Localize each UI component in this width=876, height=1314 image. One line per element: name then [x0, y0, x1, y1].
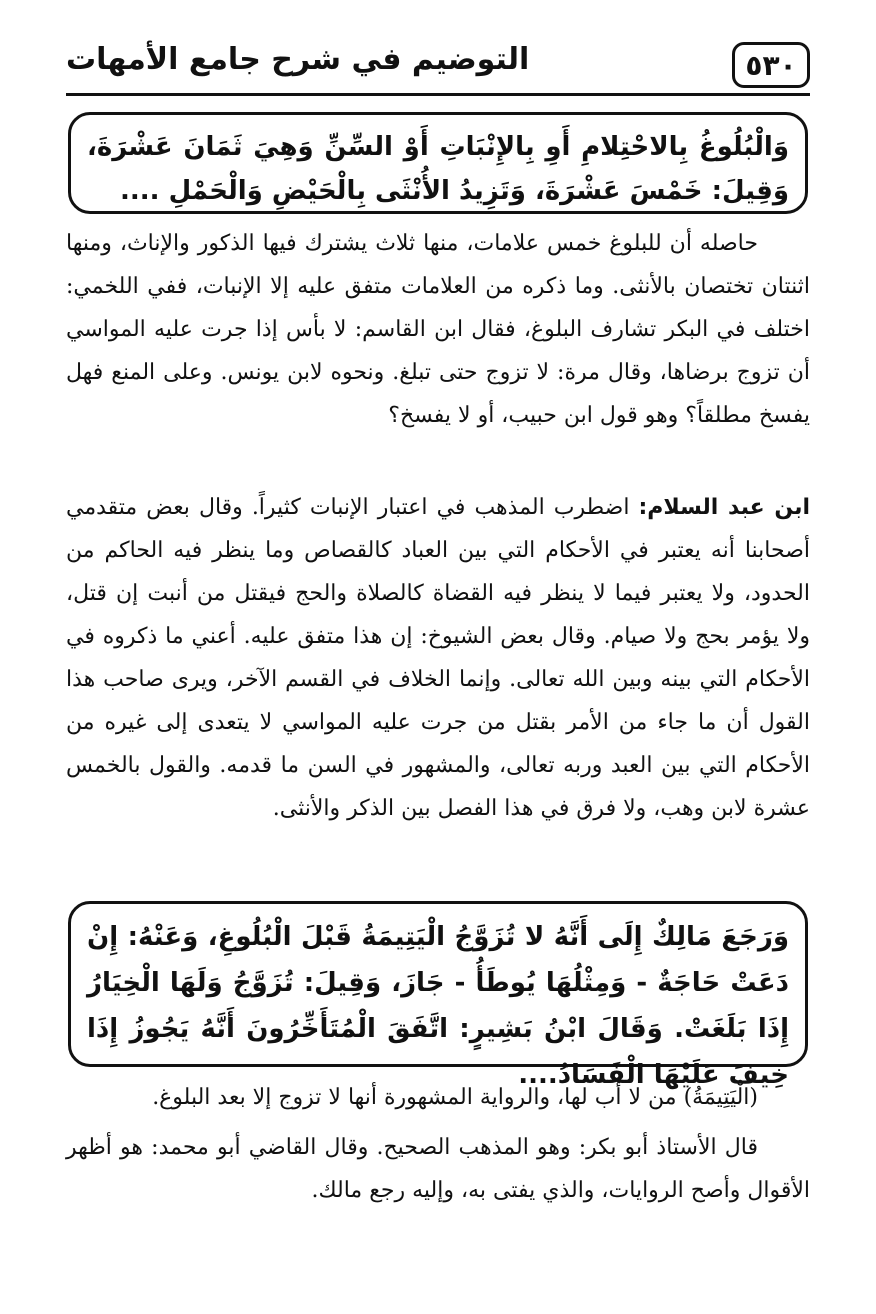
book-title: التوضيم في شرح جامع الأمهات [66, 42, 530, 77]
matn-text-1: وَالْبُلُوغُ بِالاحْتِلامِ أَوِ بِالإِنْبَاتِ أَوْ السِّنِّ وَهِيَ ثَمَانَ عَشْرَةَ، وَقِيلَ: خَمْسَ عَشْرَةَ، وَتَزِيدُ الأُنْثَى بِالْحَيْضِ وَالْحَمْلِ .... [87, 132, 789, 206]
cited-author-name: ابن عبد السلام: [638, 495, 810, 520]
commentary-text-3: (الْيَتِيمَةُ) من لا أب لها، والرواية المشهورة أنها لا تزوج إلا بعد البلوغ. [152, 1085, 758, 1110]
commentary-text-4: قال الأستاذ أبو بكر: وهو المذهب الصحيح. وقال القاضي أبو محمد: هو أظهر الأقوال وأصح الروايات، والذي يفتى به، وإليه رجع مالك. [66, 1135, 810, 1203]
commentary-paragraph-3 [66, 1076, 810, 1119]
commentary-paragraph-2 [66, 486, 810, 830]
page-number: ٥٣٠ [732, 42, 810, 88]
matn-text-2: وَرَجَعَ مَالِكٌ إِلَى أَنَّهُ لا تُزَوَّجُ الْيَتِيمَةُ قَبْلَ الْبُلُوغِ، وَعَنْهُ: إِنْ دَعَتْ حَاجَةٌ - وَمِثْلُهَا يُوطَأُ - جَازَ، وَقِيلَ: تُزَوَّجُ وَلَهَا الْخِيَارُ إِذَا بَلَغَتْ. وَقَالَ ابْنُ بَشِيرٍ: اتَّفَقَ الْمُتَأَخِّرُونَ أَنَّهُ يَجُوزُ إِذَا خِيفَ عَلَيْهَا الْفَسَادُ.... [87, 922, 789, 1090]
commentary-paragraph-1 [66, 222, 810, 437]
commentary-text-2: اضطرب المذهب في اعتبار الإنبات كثيراً. وقال بعض متقدمي أصحابنا أنه يعتبر في الأحكام التي بين العباد كالقصاص وما ينظر فيه الحاكم من الحدود، ولا يعتبر فيما لا ينظر فيه القضاة كالصلاة والحج فيقتل من أنبت إن قتل، ولا يؤمر بحج ولا صيام. وقال بعض الشيوخ: إن هذا متفق عليه. أعني ما ذكروه في الأحكام التي بينه وبين الله تعالى. وإنما الخلاف في القسم الآخر، ويرى صاحب هذا القول أن ما جاء من الأمر بقتل من جرت عليه المواسي لا يتعدى إلى غيره من الأحكام التي بين العبد وربه تعالى، والمشهور في السن ما قدمه. والقول بالخمس عشرة لابن وهب، ولا فرق في هذا الفصل بين الذكر والأنثى. [66, 495, 810, 821]
matn-box-1 [68, 112, 808, 214]
matn-box-2 [68, 901, 808, 1090]
header-divider [66, 93, 810, 96]
commentary-paragraph-4 [66, 1126, 810, 1212]
commentary-text-1: حاصله أن للبلوغ خمس علامات، منها ثلاث يشترك فيها الذكور والإناث، ومنها اثنتان تختصان بالأنثى. وما ذكره من العلامات متفق عليه إلا الإنبات، ففي اللخمي: اختلف في البكر تشارف البلوغ، فقال ابن القاسم: لا بأس إذا جرت عليه المواسي أن تزوج برضاها، وقال مرة: لا تزوج حتى تبلغ. ونحوه لابن يونس. وعلى المنع فهل يفسخ مطلقاً؟ وهو قول ابن حبيب، أو لا يفسخ؟ [66, 231, 810, 428]
page-header [66, 36, 810, 96]
